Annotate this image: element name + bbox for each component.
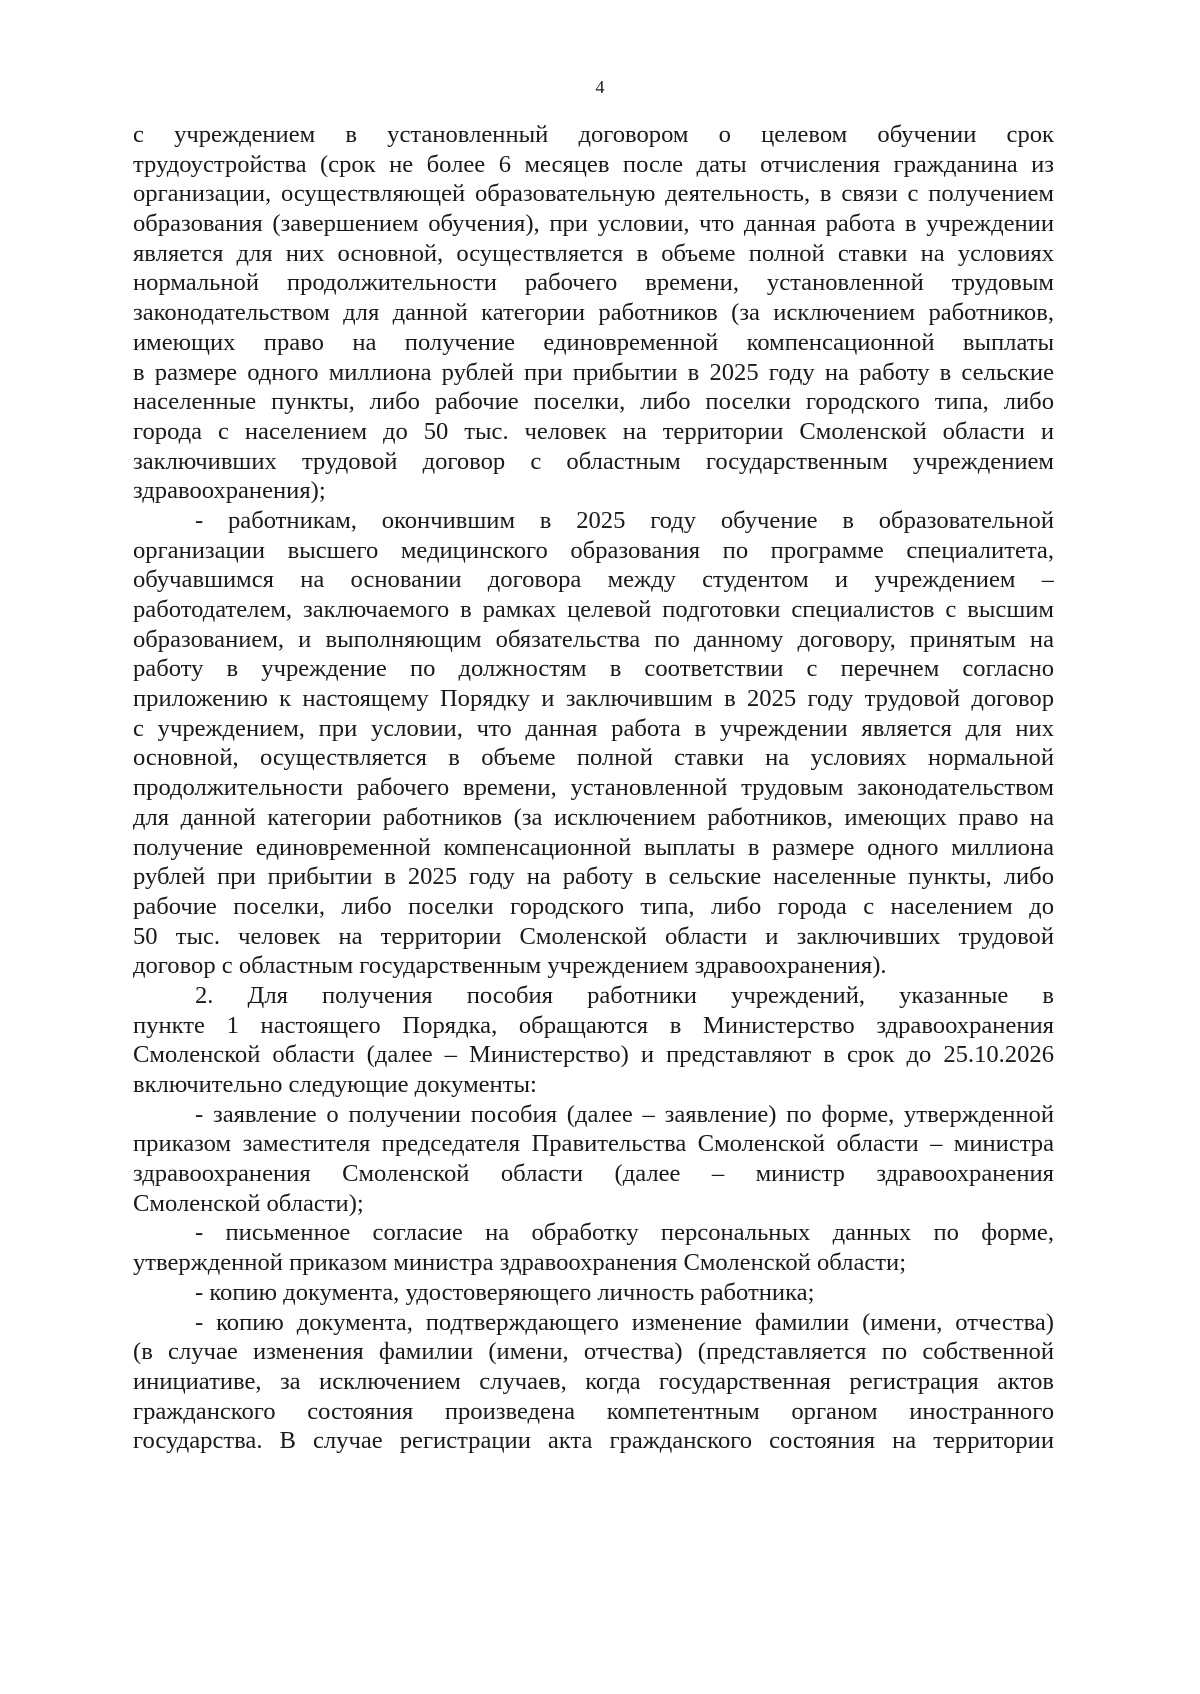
text-line: здравоохранения Смоленской области (далее – министр здравоохранения [133, 1160, 1054, 1188]
text-line: трудоустройства (срок не более 6 месяцев после даты отчисления гражданина из [133, 150, 1054, 178]
text-line: обучавшимся на основании договора между студентом и учреждением – [133, 566, 1054, 594]
text-line: образования (завершением обучения), при условии, что данная работа в учреждении [133, 210, 1054, 238]
text-line: здравоохранения); [133, 477, 326, 505]
page-number: 4 [595, 77, 605, 97]
text-line: организации, осуществляющей образовательную деятельность, в связи с получением [133, 180, 1054, 208]
text-line: утвержденной приказом министра здравоохранения Смоленской области; [133, 1249, 907, 1277]
text-line: организации высшего медицинского образования по программе специалитета, [133, 536, 1054, 564]
text-line: законодательством для данной категории работников (за исключением работников, [133, 299, 1054, 327]
text-line: - работникам, окончившим в 2025 году обучение в образовательной [195, 506, 1054, 534]
text-line: рабочие поселки, либо поселки городского типа, либо города с населением до [133, 892, 1054, 920]
text-line: приказом заместителя председателя Правительства Смоленской области – министра [133, 1130, 1054, 1158]
text-line: с учреждением в установленный договором о целевом обучении срок [133, 121, 1054, 148]
text-line: работу в учреждение по должностям в соответствии с перечнем согласно [133, 655, 1054, 683]
text-line: рублей при прибытии в 2025 году на работу в сельские населенные пункты, либо [133, 863, 1054, 891]
text-line: инициативе, за исключением случаев, когда государственная регистрация актов [133, 1367, 1054, 1395]
text-line: включительно следующие документы: [133, 1071, 537, 1098]
text-line: имеющих право на получение единовременной компенсационной выплаты [133, 328, 1054, 356]
text-line: основной, осуществляется в объеме полной ставки на условиях нормальной [133, 744, 1054, 772]
text-line: города с населением до 50 тыс. человек на территории Смоленской области и [133, 417, 1054, 445]
text-line: для данной категории работников (за исключением работников, имеющих право на [133, 803, 1054, 831]
text-line: является для них основной, осуществляется в объеме полной ставки на условиях [133, 239, 1054, 267]
text-line: 50 тыс. человек на территории Смоленской области и заключивших трудовой [133, 922, 1054, 950]
text-line: Смоленской области (далее – Министерство) и представляют в срок до 25.10.2026 [133, 1041, 1054, 1069]
text-line: продолжительности рабочего времени, установленной трудовым законодательством [133, 774, 1054, 802]
text-line: договор с областным государственным учреждением здравоохранения). [133, 952, 887, 980]
text-line: (в случае изменения фамилии (имени, отчества) (представляется по собственной [133, 1338, 1054, 1366]
text-line: - письменное согласие на обработку персональных данных по форме, [195, 1219, 1054, 1247]
text-line: работодателем, заключаемого в рамках целевой подготовки специалистов с высшим [133, 596, 1054, 623]
text-line: получение единовременной компенсационной выплаты в размере одного миллиона [133, 833, 1054, 861]
text-line: - копию документа, удостоверяющего личность работника; [195, 1278, 815, 1306]
text-line: приложению к настоящему Порядку и заключившим в 2025 году трудовой договор [133, 685, 1054, 713]
text-line: - заявление о получении пособия (далее – заявление) по форме, утвержденной [195, 1100, 1054, 1128]
text-line: Смоленской области); [133, 1189, 364, 1217]
text-line: пункте 1 настоящего Порядка, обращаются в Министерство здравоохранения [133, 1011, 1054, 1039]
text-line: населенные пункты, либо рабочие поселки, либо поселки городского типа, либо [133, 388, 1054, 416]
text-line: - копию документа, подтверждающего изменение фамилии (имени, отчества) [195, 1308, 1054, 1336]
text-line: заключивших трудовой договор с областным государственным учреждением [133, 447, 1054, 475]
text-line: гражданского состояния произведена компетентным органом иностранного [133, 1397, 1054, 1425]
text-line: 2. Для получения пособия работники учреждений, указанные в [195, 981, 1054, 1009]
document-body [133, 120, 1054, 1456]
text-line: государства. В случае регистрации акта гражданского состояния на территории [133, 1427, 1054, 1455]
text-line: с учреждением, при условии, что данная работа в учреждении является для них [133, 714, 1054, 742]
text-line: образованием, и выполняющим обязательства по данному договору, принятым на [133, 625, 1054, 653]
text-line: в размере одного миллиона рублей при прибытии в 2025 году на работу в сельские [133, 358, 1054, 386]
text-line: нормальной продолжительности рабочего времени, установленной трудовым [133, 269, 1054, 297]
